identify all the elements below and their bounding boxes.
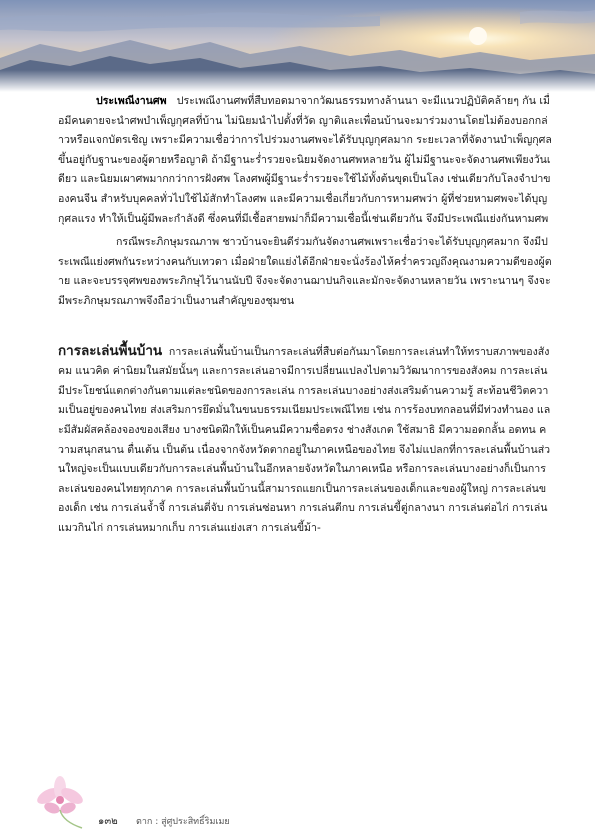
header-banner-image bbox=[0, 0, 595, 92]
heading-folk-games: การละเล่นพื้นบ้าน bbox=[58, 342, 163, 359]
heading-funeral-tradition: ประเพณีงานศพ bbox=[96, 95, 167, 107]
text-folk-games: การละเล่นพื้นบ้านเป็นการละเล่นที่สืบต่อกันมาโดยการละเล่นทำให้ทราบสภาพของสังคม แนวคิด ค่านิยมในสมัยนั้นๆ และการละเล่นอาจมีการเปลี่ยนแปลงไปตามวิวัฒนาการของสังคม การละเล่นมีประโยชน์แตกต่างกันตามแต่ละชนิดของการละเล่น การละเล่นบางอย่างส่งเสริมด้านความรู้ สะท้อนชีวิตความเป็นอยู่ของคนไทย ส่งเสริมการยึดมั่นในขนบธรรมเนียมประเพณีไทย เช่น การร้องบทกลอนที่มีท่วงทำนอง และมีสัมผัสคล้องจองของเสียง บางชนิดฝึกให้เป็นคนมีความซื่อตรง ช่างสังเกต ใช้สมาธิ มีความอดกลั้น อดทน ความสนุกสนาน ตื่นเต้น เป็นต้น เนื่องจากจังหวัดตากอยู่ในภาคเหนือของไทย จึงไม่แปลกที่การละเล่นพื้นบ้านส่วนใหญ่จะเป็นแบบเดียวกับการละเล่นพื้นบ้านในอีกหลายจังหวัดในภาคเหนือ หรือการละเล่นบางอย่างก็เป็นการละเล่นของคนไทยทุกภาค การละเล่นพื้นบ้านนี้สามารถแยกเป็นการละเล่นของเด็กและของผู้ใหญ่ การละเล่นของเด็ก เช่น การเล่นจ้ำจี้ การเล่นตี่จับ การเล่นซ่อนหา การเล่นตีกบ การเล่นขี้ตู่กลางนา การเล่นต่อไก่ การเล่นแมวกินไก่ การเล่นหมากเก็บ การเล่นแย่งเสา การเล่นขี้ม้า- bbox=[58, 345, 551, 534]
text-monk-funeral: กรณีพระภิกษุมรณภาพ ชาวบ้านจะยินดีร่วมกันจัดงานศพเพราะเชื่อว่าจะได้รับบุญกุศลมาก จึงมีประเพณีแย่งศพกันระหว่างคนกับเทวดา เมื่อฝ่ายใดแย่งได้อีกฝ่ายจะนั่งร้องไห้คร่ำครวญถึงคุณงามความดีของผู้ตาย และจะบรรจุศพของพระภิกษุไว้นานนับปี จึงจะจัดงานฌาปนกิจและมักจะจัดงานหลายวัน เพราะนานๆ จึงจะมีพระภิกษุมรณภาพจึงถือว่าเป็นงานสำคัญของชุมชน bbox=[58, 236, 552, 307]
orchid-flower-icon bbox=[26, 770, 96, 832]
paragraph-funeral-tradition bbox=[58, 92, 552, 229]
sunset-mountain-illustration bbox=[0, 0, 595, 92]
page-number: ๑๓๒ bbox=[98, 816, 118, 827]
page-footer bbox=[0, 770, 595, 836]
document-body bbox=[58, 92, 552, 538]
sun-icon bbox=[469, 27, 487, 45]
text-funeral-tradition: ประเพณีงานศพที่สืบทอดมาจากวัฒนธรรมทางล้านนา จะมีแนวปฏิบัติคล้ายๆ กัน เมื่อมีคนตายจะนำศพบำเพ็ญกุศลที่บ้าน ไม่นิยมนำไปตั้งที่วัด ญาติและเพื่อนบ้านจะมาร่วมงานโดยไม่ต้องบอกกล่าวหรือแจกบัตรเชิญ เพราะมีความเชื่อว่าการไปร่วมงานศพจะได้รับบุญกุศลมาก ระยะเวลาที่จัดงานบำเพ็ญกุศลขึ้นอยู่กับฐานะของผู้ตายหรือญาติ ถ้ามีฐานะร่ำรวยจะนิยมจัดงานศพหลายวัน ผู้ไม่มีฐานะจะจัดงานศพเพียงวันเดียว และนิยมเผาศพมากกว่าการฝังศพ โลงศพผู้มีฐานะร่ำรวยจะใช้ไม้ทั้งต้นขุดเป็นโลง เช่นเดียวกับโลงจำปาของคนจีน สำหรับบุคคลทั่วไปใช้ไม้สักทำโลงศพ และมีความเชื่อเกี่ยวกับการหามศพว่า ผู้ที่ช่วยหามศพจะได้บุญกุศลแรง ทำให้เป็นผู้มีพละกำลังดี ซึ่งคนที่มีเชื้อสายพม่าก็มีความเชื่อนี้เช่นเดียวกัน จึงมีประเพณีแย่งกันหามศพ bbox=[58, 95, 552, 225]
book-title: ตาก : สู่ศูประสิทธิ์ริมเมย bbox=[136, 817, 230, 827]
paragraph-monk-funeral bbox=[58, 233, 552, 311]
paragraph-folk-games bbox=[58, 342, 552, 539]
